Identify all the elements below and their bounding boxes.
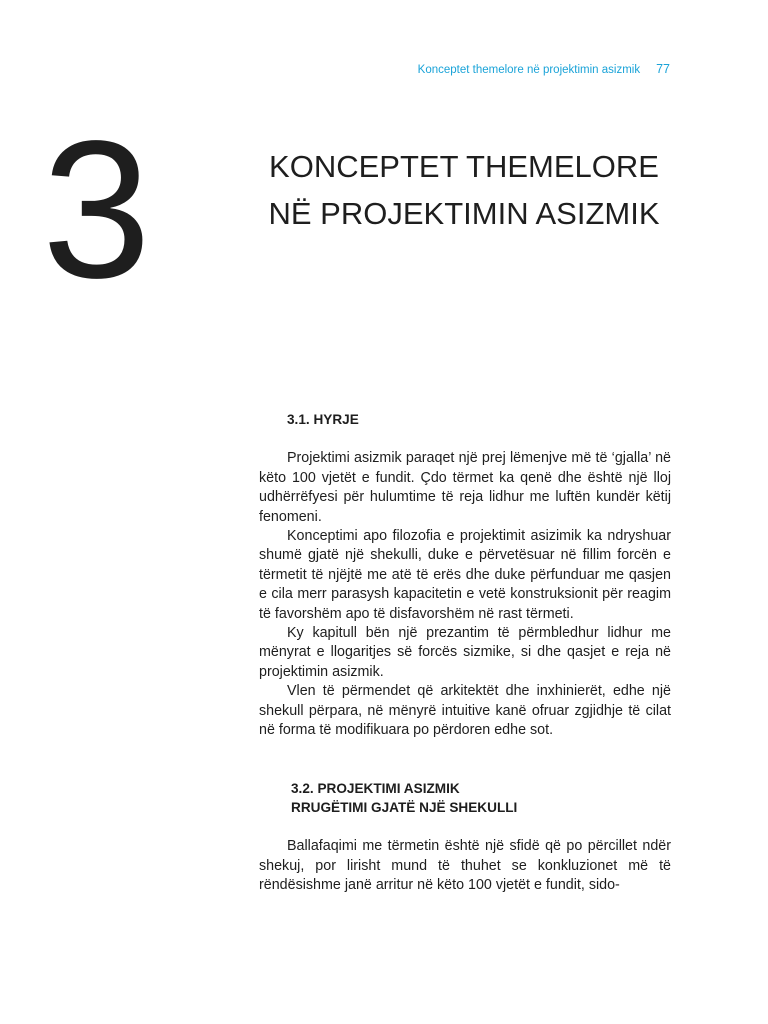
body-text	[259, 410, 671, 896]
paragraph: Projektimi asizmik paraqet një prej lëmenjve më të ‘gjalla’ në këto 100 vjetët e fundit. Çdo tërmet ka qenë dhe është një lloj udhërrëfyesi për hulumtime të reja lidhur me luftën kundër këtij fenomeni.	[259, 450, 671, 525]
page-number: 77	[656, 62, 670, 76]
paragraph: Vlen të përmendet që arkitektët dhe inxhinierët, edhe një shekull përpara, në mënyrë intuitive kanë ofruar zgjidhje të cilat në forma të modifikuara po përdoren edhe sot.	[259, 683, 671, 739]
paragraph: Ky kapitull bën një prezantim të përmbledhur lidhur me mënyrat e llogaritjes së forcës sizmike, si dhe qasjet e reja në projektimin asizmik.	[259, 625, 671, 680]
chapter-title-line-1: KONCEPTET THEMELORE	[269, 149, 659, 184]
section-heading-line: 3.2. PROJEKTIMI ASIZMIK	[291, 780, 460, 796]
section-heading-hyrje	[259, 410, 671, 429]
chapter-title	[258, 143, 670, 237]
chapter-number: 3	[42, 100, 148, 319]
section-heading-line: 3.1. HYRJE	[287, 412, 359, 427]
chapter-title-line-2: NË PROJEKTIMIN ASIZMIK	[268, 196, 660, 231]
paragraph: Konceptimi apo filozofia e projektimit asizimik ka ndryshuar shumë gjatë një shekulli, duke e përvetësuar në fillim forcën e tërmetit të njëjtë me atë të erës dhe duke përfunduar me qasjen e cila merr parasysh kapacitetin e vetë konstruksionit për reagim të favorshëm apo të disfavorshëm në rast tërmeti.	[259, 528, 671, 622]
running-title: Konceptet themelore në projektimin asizmik	[417, 64, 641, 76]
paragraph: Ballafaqimi me tërmetin është një sfidë që po përcillet ndër shekuj, por lirisht mund të thuhet se konkluzionet më të rëndësishme janë arritur në këto 100 vjetët e fundit, sido-	[259, 838, 671, 894]
section-heading-projektimi-asizmik	[259, 779, 671, 818]
section-heading-line: RRUGËTIMI GJATË NJË SHEKULLI	[291, 799, 518, 815]
running-header	[418, 62, 670, 76]
